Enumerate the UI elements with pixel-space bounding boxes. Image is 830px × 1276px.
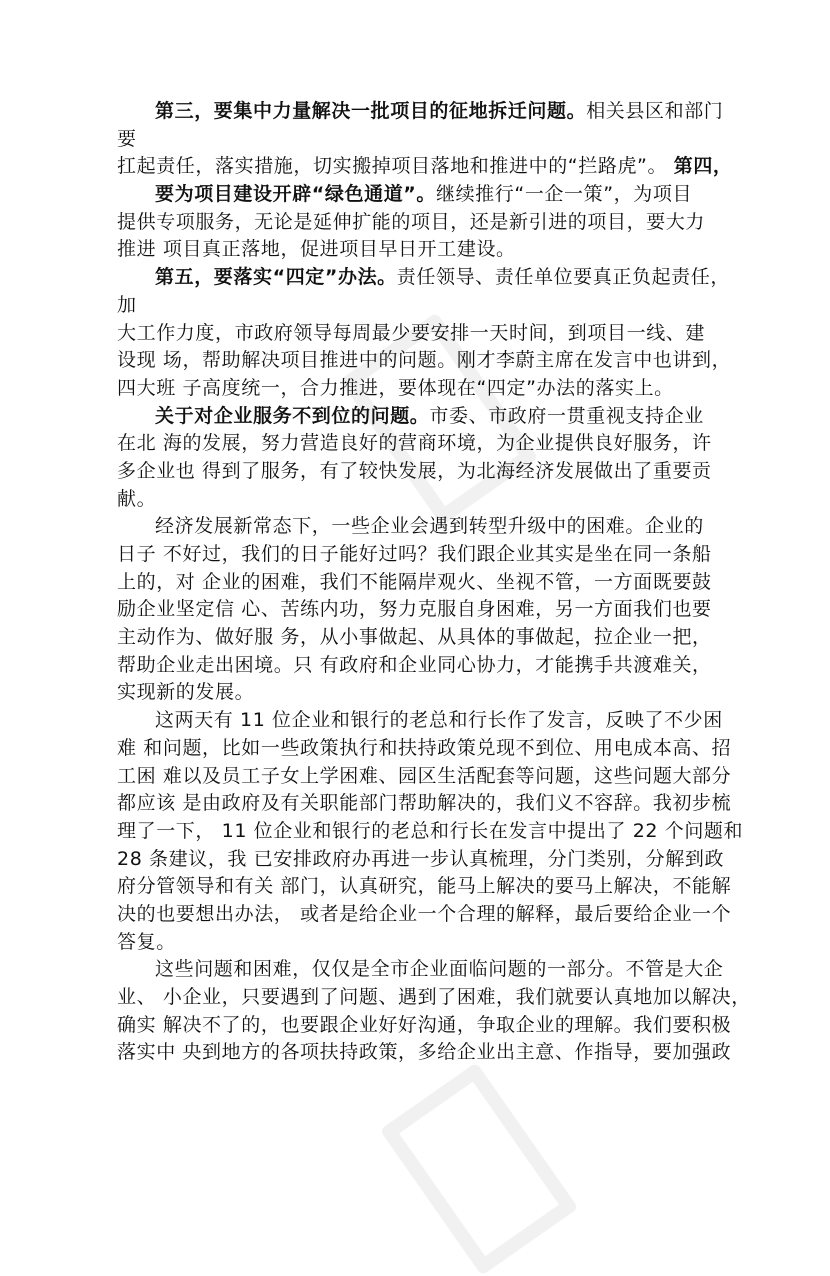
body-text: 多企业也 得到了服务，有了较快发展，为北海经济发展做出了重要贡	[117, 459, 712, 482]
text-line	[117, 430, 757, 458]
text-line	[117, 98, 757, 126]
body-text: 答复。	[117, 930, 176, 953]
bold-heading-text: 要为项目建设开辟“绿色通道”。	[155, 183, 436, 206]
text-line	[117, 596, 757, 624]
body-text: 上的，对 企业的困难，我们不能隔岸观火、坐视不管，一方面既要鼓	[117, 570, 712, 593]
body-text: 都应该 是由政府及有关职能部门帮助解决的，我们义不容辞。我初步梳	[117, 792, 732, 815]
text-line	[117, 818, 757, 846]
text-line	[117, 403, 757, 431]
text-line	[117, 956, 757, 984]
body-text: 继续推行“一企一策”，为项目	[435, 183, 693, 206]
text-line	[117, 209, 757, 237]
body-text: 业、 小企业，只要遇到了问题、遇到了困难，我们就要认真地加以解决，	[117, 986, 751, 1008]
text-line	[117, 763, 757, 791]
body-text: 推进 项目真正落地，促进项目早日开工建设。	[117, 238, 516, 261]
text-line	[117, 624, 757, 652]
text-line	[117, 541, 757, 569]
body-text: 理了一下， 11 位企业和银行的老总和行长在发言中提出了 22 个问题和	[117, 819, 744, 842]
body-text: 大工作力度，市政府领导每周最少要安排一天时间，到项目一线、建	[117, 321, 706, 344]
text-line	[117, 1012, 757, 1040]
body-text: 经济发展新常态下，一些企业会遇到转型升级中的困难。企业的	[155, 515, 704, 538]
bold-heading-text: 第四，	[673, 155, 733, 178]
text-line	[117, 320, 757, 348]
text-line	[117, 1039, 757, 1067]
body-text: 府分管领导和有关 部门，认真研究，能马上解决的要马上解决，不能解	[117, 875, 732, 898]
text-line	[117, 873, 757, 901]
body-text: 四大班 子高度统一，合力推进，要体现在“四定”办法的落实上。	[117, 376, 674, 399]
text-line	[117, 375, 757, 403]
watermark-shape	[380, 1062, 579, 1275]
body-text: 决的也要想出办法， 或者是给企业一个合理的解释，最后要给企业一个	[117, 902, 732, 925]
body-text: 日子 不好过，我们的日子能好过吗？我们跟企业其实是坐在同一条船	[117, 543, 712, 565]
body-text: 献。	[117, 487, 157, 510]
body-text: 工困 难以及员工子女上学困难、园区生活配套等问题，这些问题大部分	[117, 764, 732, 787]
text-line	[117, 347, 757, 375]
text-line	[117, 846, 757, 874]
body-text: 提供专项服务，无论是延伸扩能的项目，还是新引进的项目，要大力	[117, 210, 706, 233]
body-text: 励企业坚定信 心、苦练内功，努力克服自身困难，另一方面我们也要	[117, 598, 712, 621]
text-line	[117, 790, 757, 818]
text-line	[117, 236, 757, 264]
text-line	[117, 901, 757, 929]
body-text: 这些问题和困难，仅仅是全市企业面临问题的一部分。不管是大企	[155, 958, 724, 981]
body-text: 难 和问题，比如一些政策执行和扶持政策兑现不到位、用电成本高、招	[117, 736, 732, 759]
body-text: 市委、市政府一贯重视支持企业	[429, 404, 704, 427]
body-text: 相关县区和部门	[586, 100, 724, 122]
text-line	[117, 929, 757, 957]
text-line	[117, 486, 757, 514]
text-line	[117, 181, 757, 209]
body-text: 主动作为、做好服 务，从小事做起、从具体的事做起，拉企业一把，	[117, 626, 712, 649]
body-text: 责任领导、责任单位要真正负起责任，	[396, 266, 730, 289]
body-text: 28 条建议，我 已安排政府办再进一步认真梳理，分门类别，分解到政	[117, 847, 725, 870]
text-line	[117, 707, 757, 735]
text-line	[117, 735, 757, 763]
document-body	[117, 98, 757, 1067]
text-line	[117, 984, 757, 1012]
text-line	[117, 264, 757, 292]
body-text: 扛起责任，落实措施，切实搬掉项目落地和推进中的“拦路虎”。	[117, 155, 674, 178]
body-text: 在北 海的发展，努力营造良好的营商环境，为企业提供良好服务，许	[117, 432, 712, 455]
body-text: 要	[117, 127, 137, 150]
body-text: 帮助企业走出困境。只 有政府和企业同心协力，才能携手共渡难关，	[117, 653, 712, 676]
text-line	[117, 652, 757, 680]
text-line	[117, 292, 757, 320]
text-line	[117, 458, 757, 486]
text-line	[117, 679, 757, 707]
text-line	[117, 569, 757, 597]
body-text: 加	[117, 293, 137, 316]
body-text: 这两天有 11 位企业和银行的老总和行长作了发言，反映了不少困	[155, 709, 723, 732]
bold-heading-text: 第五，要落实“四定”办法。	[155, 266, 397, 289]
text-line	[117, 126, 757, 154]
text-line	[117, 153, 757, 181]
body-text: 实现新的发展。	[117, 681, 255, 704]
body-text: 落实中 央到地方的各项扶持政策，多给企业出主意、作指导，要加强政	[117, 1041, 732, 1064]
bold-heading-text: 第三，要集中力量解决一批项目的征地拆迁问题。	[155, 100, 587, 122]
body-text: 设现 场，帮助解决项目推进中的问题。刚才李蔚主席在发言中也讲到，	[117, 349, 732, 372]
body-text: 确实 解决不了的，也要跟企业好好沟通，争取企业的理解。我们要积极	[117, 1013, 732, 1036]
text-line	[117, 513, 757, 541]
bold-heading-text: 关于对企业服务不到位的问题。	[155, 404, 430, 427]
